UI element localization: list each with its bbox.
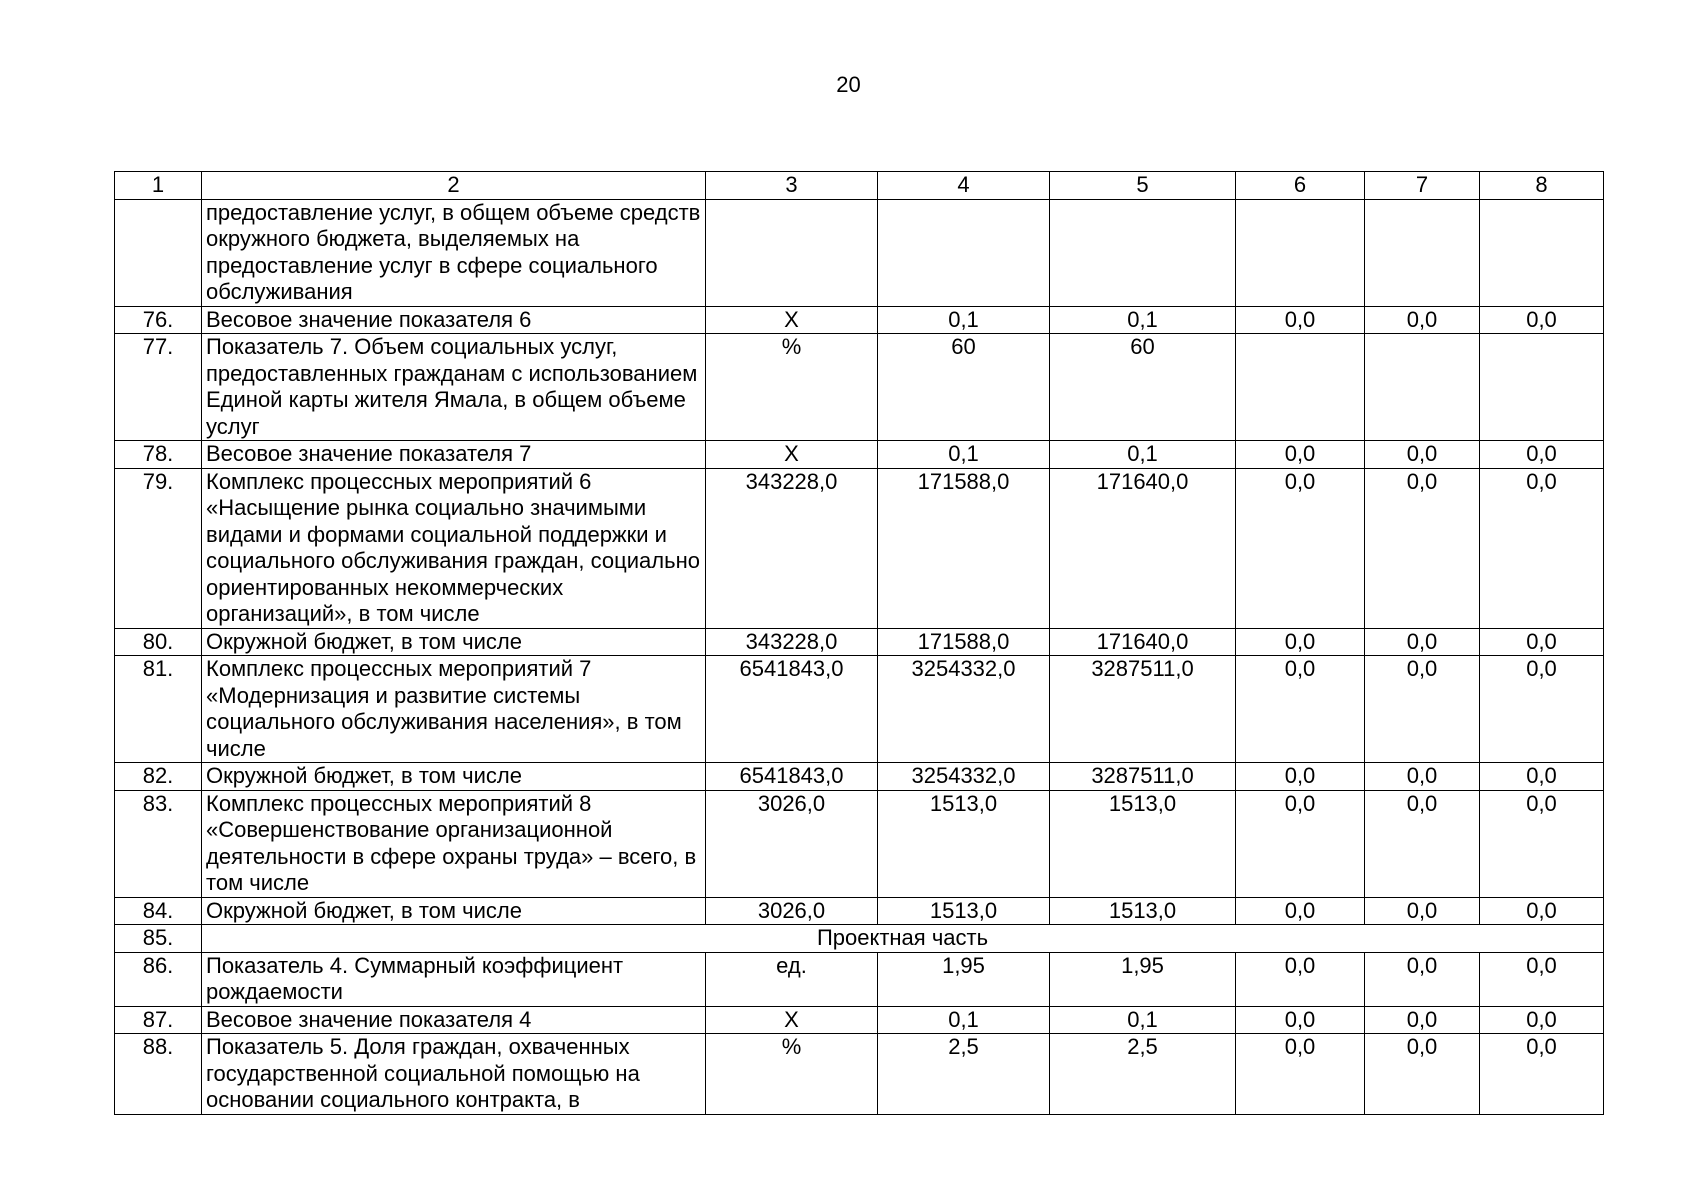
value-cell: 0,0 <box>1236 897 1365 925</box>
table-row <box>115 656 1604 763</box>
page-number: 20 <box>836 72 861 97</box>
data-table <box>114 171 1604 1115</box>
row-text-cell: Весовое значение показателя 4 <box>202 1006 706 1034</box>
value-cell: ед. <box>706 952 878 1006</box>
row-number-cell: 80. <box>115 628 202 656</box>
value-cell: Х <box>706 1006 878 1034</box>
value-cell: 0,1 <box>1050 441 1236 469</box>
table-row <box>115 763 1604 791</box>
value-cell: 60 <box>1050 334 1236 441</box>
value-cell: 0,0 <box>1236 763 1365 791</box>
value-cell: 0,1 <box>1050 1006 1236 1034</box>
header-cell: 8 <box>1480 172 1604 200</box>
row-text-cell: Показатель 5. Доля граждан, охваченных государственной социальной помощью на основании социального контракта, в <box>202 1034 706 1115</box>
header-cell: 7 <box>1365 172 1480 200</box>
value-cell: 0,0 <box>1236 1034 1365 1115</box>
header-cell: 5 <box>1050 172 1236 200</box>
value-cell: 0,0 <box>1480 952 1604 1006</box>
value-cell: 0,0 <box>1480 790 1604 897</box>
section-title-cell: Проектная часть <box>202 925 1604 953</box>
value-cell <box>1236 334 1365 441</box>
value-cell: 0,0 <box>1236 306 1365 334</box>
value-cell <box>1365 199 1480 306</box>
value-cell: 0,0 <box>1365 656 1480 763</box>
row-number-cell: 76. <box>115 306 202 334</box>
value-cell: 0,0 <box>1365 763 1480 791</box>
value-cell: 1513,0 <box>1050 897 1236 925</box>
row-number-cell: 88. <box>115 1034 202 1115</box>
value-cell: 0,1 <box>1050 306 1236 334</box>
table-row <box>115 790 1604 897</box>
value-cell: 0,0 <box>1236 468 1365 628</box>
header-cell: 3 <box>706 172 878 200</box>
value-cell: 0,0 <box>1236 790 1365 897</box>
row-number-cell: 85. <box>115 925 202 953</box>
table-row <box>115 306 1604 334</box>
value-cell: 2,5 <box>878 1034 1050 1115</box>
value-cell: 1513,0 <box>878 897 1050 925</box>
row-number-cell: 78. <box>115 441 202 469</box>
table-row <box>115 1034 1604 1115</box>
row-text-cell: Комплекс процессных мероприятий 6 «Насыщение рынка социально значимыми видами и формами социальной поддержки и социального обслуживания граждан, социально ориентированных некоммерческих организаций», в том числе <box>202 468 706 628</box>
value-cell: 0,0 <box>1365 1006 1480 1034</box>
header-cell: 2 <box>202 172 706 200</box>
row-number-cell: 87. <box>115 1006 202 1034</box>
value-cell: 60 <box>878 334 1050 441</box>
row-number-cell: 81. <box>115 656 202 763</box>
row-number-cell: 77. <box>115 334 202 441</box>
value-cell: 3287511,0 <box>1050 763 1236 791</box>
value-cell: % <box>706 334 878 441</box>
table-row <box>115 897 1604 925</box>
value-cell <box>1050 199 1236 306</box>
value-cell: 0,0 <box>1365 306 1480 334</box>
row-text-cell: Весовое значение показателя 7 <box>202 441 706 469</box>
value-cell: 0,0 <box>1480 1006 1604 1034</box>
row-number-cell: 79. <box>115 468 202 628</box>
value-cell: Х <box>706 441 878 469</box>
value-cell <box>706 199 878 306</box>
row-text-cell: Показатель 4. Суммарный коэффициент рождаемости <box>202 952 706 1006</box>
row-text-cell: Окружной бюджет, в том числе <box>202 897 706 925</box>
table-body <box>115 172 1604 1115</box>
header-cell: 4 <box>878 172 1050 200</box>
value-cell: 3026,0 <box>706 790 878 897</box>
row-text-cell: Комплекс процессных мероприятий 8 «Совершенствование организационной деятельности в сфере охраны труда» – всего, в том числе <box>202 790 706 897</box>
row-number-cell: 83. <box>115 790 202 897</box>
value-cell: 0,0 <box>1365 441 1480 469</box>
value-cell: 1513,0 <box>1050 790 1236 897</box>
value-cell: 0,0 <box>1236 441 1365 469</box>
value-cell: 343228,0 <box>706 628 878 656</box>
value-cell: 0,0 <box>1236 1006 1365 1034</box>
value-cell: 3254332,0 <box>878 763 1050 791</box>
value-cell: 0,0 <box>1236 628 1365 656</box>
value-cell: % <box>706 1034 878 1115</box>
value-cell <box>878 199 1050 306</box>
header-cell: 1 <box>115 172 202 200</box>
value-cell: 6541843,0 <box>706 656 878 763</box>
value-cell: 171588,0 <box>878 468 1050 628</box>
value-cell: 6541843,0 <box>706 763 878 791</box>
value-cell: 171640,0 <box>1050 468 1236 628</box>
value-cell: 0,0 <box>1480 763 1604 791</box>
value-cell: 0,0 <box>1365 952 1480 1006</box>
row-text-cell: Весовое значение показателя 6 <box>202 306 706 334</box>
row-text-cell: Окружной бюджет, в том числе <box>202 628 706 656</box>
value-cell: 1,95 <box>878 952 1050 1006</box>
value-cell <box>1236 199 1365 306</box>
table-row <box>115 199 1604 306</box>
value-cell: 3026,0 <box>706 897 878 925</box>
value-cell: 0,0 <box>1480 441 1604 469</box>
value-cell: 0,0 <box>1480 656 1604 763</box>
row-number-cell: 84. <box>115 897 202 925</box>
value-cell: 343228,0 <box>706 468 878 628</box>
row-number-cell <box>115 199 202 306</box>
value-cell: 0,0 <box>1236 952 1365 1006</box>
value-cell: 0,0 <box>1480 1034 1604 1115</box>
row-number-cell: 86. <box>115 952 202 1006</box>
value-cell: 0,0 <box>1365 790 1480 897</box>
value-cell <box>1365 334 1480 441</box>
header-cell: 6 <box>1236 172 1365 200</box>
value-cell: 0,0 <box>1365 628 1480 656</box>
value-cell: 171640,0 <box>1050 628 1236 656</box>
value-cell: 0,0 <box>1480 306 1604 334</box>
row-text-cell: Показатель 7. Объем социальных услуг, предоставленных гражданам с использованием Единой карты жителя Ямала, в общем объеме услуг <box>202 334 706 441</box>
value-cell: 1,95 <box>1050 952 1236 1006</box>
value-cell: 0,1 <box>878 1006 1050 1034</box>
value-cell: 0,0 <box>1480 897 1604 925</box>
value-cell <box>1480 334 1604 441</box>
row-text-cell: Комплекс процессных мероприятий 7 «Модернизация и развитие системы социального обслуживания населения», в том числе <box>202 656 706 763</box>
value-cell: Х <box>706 306 878 334</box>
value-cell: 3254332,0 <box>878 656 1050 763</box>
table-row <box>115 628 1604 656</box>
table-row <box>115 952 1604 1006</box>
value-cell: 171588,0 <box>878 628 1050 656</box>
row-text-cell: Окружной бюджет, в том числе <box>202 763 706 791</box>
table-row <box>115 334 1604 441</box>
value-cell: 1513,0 <box>878 790 1050 897</box>
value-cell: 0,1 <box>878 441 1050 469</box>
value-cell: 0,0 <box>1236 656 1365 763</box>
table-row <box>115 925 1604 953</box>
value-cell <box>1480 199 1604 306</box>
value-cell: 0,1 <box>878 306 1050 334</box>
table-header-row <box>115 172 1604 200</box>
table-row <box>115 468 1604 628</box>
value-cell: 0,0 <box>1480 628 1604 656</box>
row-text-cell: предоставление услуг, в общем объеме средств окружного бюджета, выделяемых на предоставление услуг в сфере социального обслуживания <box>202 199 706 306</box>
value-cell: 2,5 <box>1050 1034 1236 1115</box>
value-cell: 0,0 <box>1365 1034 1480 1115</box>
row-number-cell: 82. <box>115 763 202 791</box>
value-cell: 0,0 <box>1480 468 1604 628</box>
table-row <box>115 1006 1604 1034</box>
value-cell: 0,0 <box>1365 468 1480 628</box>
value-cell: 3287511,0 <box>1050 656 1236 763</box>
table-row <box>115 441 1604 469</box>
value-cell: 0,0 <box>1365 897 1480 925</box>
